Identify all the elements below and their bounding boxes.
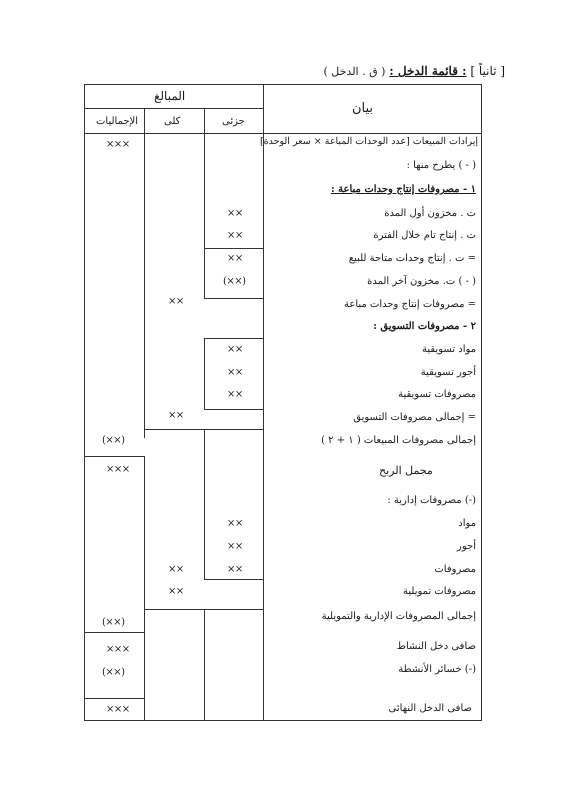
- row-marketing-expenses: مصروفات تسويقية: [398, 389, 476, 400]
- mark-partial: ××: [227, 253, 243, 264]
- amounts-header: المبالغ: [154, 89, 186, 103]
- row-financing-expenses: مصروفات تمويلية: [403, 586, 476, 597]
- row-net-final-income: صافى الدخل النهائى: [388, 703, 472, 714]
- row-admin-other: مصروفات: [434, 564, 476, 575]
- mark-totals: ×××: [106, 139, 130, 150]
- statement-header: بيان: [352, 101, 374, 116]
- totals-column-header: الإجماليات: [96, 116, 139, 127]
- row-deduct: ( - ) يطرح منها :: [406, 160, 476, 171]
- row-available-for-sale: = ت . إنتاج وحدات متاحة للبيع: [348, 253, 476, 264]
- mark-partial: ××: [227, 208, 243, 219]
- section-number: [ ثانياً ]: [470, 64, 505, 78]
- mark-totals-paren: (××): [102, 617, 125, 628]
- row-total-sales-costs: إجمالى مصروفات المبيعات ( ١ + ٢ ): [321, 435, 476, 446]
- row-opening-inventory: ت . مخزون أول المدة: [384, 208, 476, 219]
- mark-partial: ××: [227, 230, 243, 241]
- mark-total: ××: [168, 410, 184, 421]
- row-admin-materials: مواد: [458, 518, 476, 529]
- row-admin-expenses: (-) مصروفات إدارية :: [387, 495, 476, 506]
- row-production-costs-heading: ١ - مصروفات إنتاج وحدات مباعة :: [330, 184, 476, 195]
- total-column-header: كلى: [164, 116, 181, 127]
- row-marketing-heading: ٢ - مصروفات التسويق :: [373, 321, 476, 332]
- row-closing-inventory: ( - ) ت. مخزون آخر المدة: [367, 276, 476, 287]
- section-heading: [324, 64, 505, 78]
- income-statement-table: [84, 84, 482, 721]
- mark-partial-paren: (××): [223, 276, 246, 287]
- mark-totals: ×××: [106, 704, 130, 715]
- mark-partial: ××: [227, 564, 243, 575]
- mark-totals-paren: (××): [102, 667, 125, 678]
- row-total-marketing: = إجمالى مصروفات التسويق: [353, 412, 476, 423]
- mark-totals: ×××: [106, 464, 130, 475]
- row-net-activity-income: صافى دخل النشاط: [396, 641, 476, 652]
- row-activity-losses: (-) خسائر الأنشطة: [398, 664, 476, 675]
- mark-total: ××: [168, 586, 184, 597]
- mark-partial: ××: [227, 367, 243, 378]
- mark-partial: ××: [227, 541, 243, 552]
- section-title: : قائمة الدخل :: [389, 64, 467, 78]
- mark-total: ××: [168, 564, 184, 575]
- mark-totals-paren: (××): [102, 435, 125, 446]
- row-production-costs-sold: = مصروفات إنتاج وحدات مباعة: [344, 299, 476, 310]
- row-total-admin-financing: إجمالى المصروفات الإدارية والتمويلية: [321, 611, 476, 622]
- mark-total: ××: [168, 296, 184, 307]
- mark-partial: ××: [227, 389, 243, 400]
- row-admin-wages: أجور: [457, 541, 476, 552]
- partial-column-header: جزئى: [222, 116, 245, 127]
- mark-partial: ××: [227, 344, 243, 355]
- row-gross-profit: مجمل الربح: [379, 464, 433, 477]
- row-finished-production: ت . إنتاج تام خلال الفترة: [373, 230, 476, 241]
- mark-partial: ××: [227, 518, 243, 529]
- row-marketing-materials: مواد تسويقية: [421, 344, 476, 355]
- row-marketing-wages: أجور تسويقية: [420, 367, 476, 378]
- mark-totals: ×××: [106, 644, 130, 655]
- section-subtitle: ( ق . الدخل ): [323, 65, 386, 78]
- row-sales-revenue: إيرادات المبيعات [عدد الوحدات المباعة × سعر الوحدة]: [259, 136, 478, 147]
